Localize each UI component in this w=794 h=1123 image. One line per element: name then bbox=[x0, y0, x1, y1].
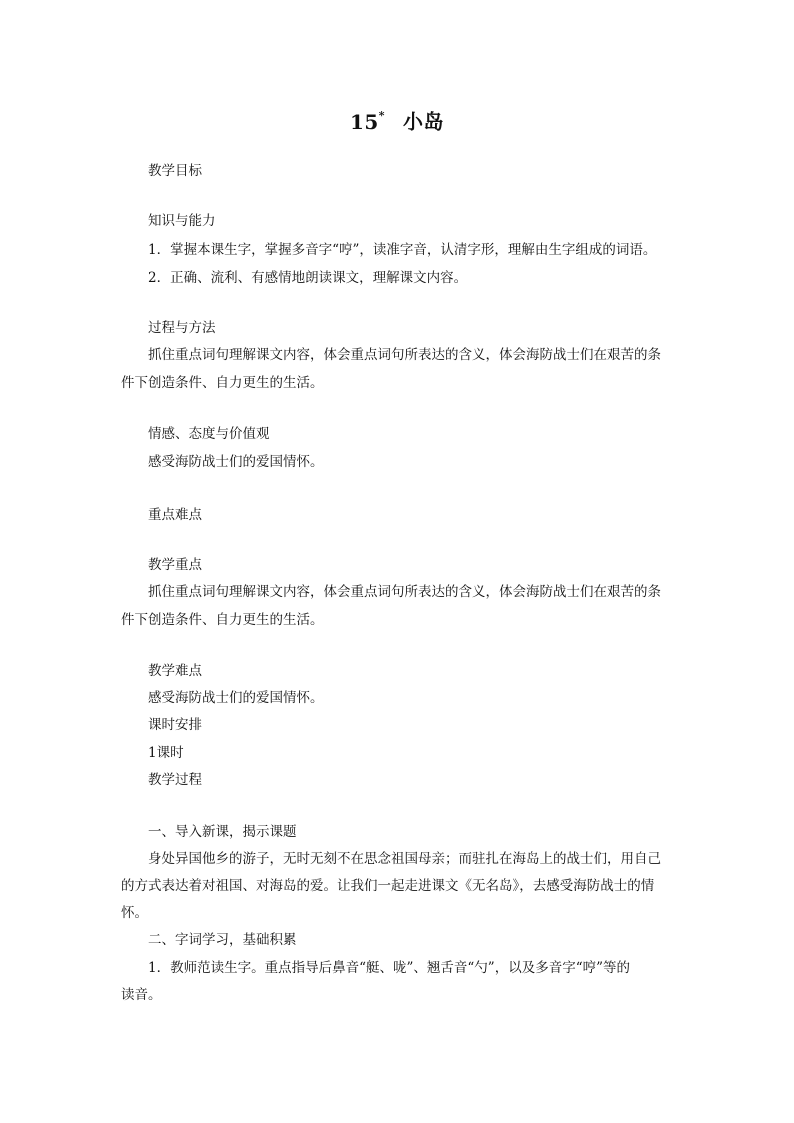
knowledge-heading: 知识与能力 bbox=[148, 213, 216, 229]
step-1-heading: 一、导入新课，揭示课题 bbox=[148, 824, 297, 840]
step-1-line-2: 的方式表达着对祖国、对海岛的爱。让我们一起走进课文《无名岛》，去感受海防战士的情 bbox=[121, 878, 655, 894]
knowledge-item-1: 1．掌握本课生字，掌握多音字“哼”，读准字音，认清字形，理解由生字组成的词语。 bbox=[148, 242, 657, 258]
teaching-difficulty-heading: 教学难点 bbox=[148, 663, 202, 679]
teaching-difficulty-item-1: 感受海防战士们的爱国情怀。 bbox=[148, 690, 324, 706]
knowledge-item-2: 2．正确、流利、有感情地朗读课文，理解课文内容。 bbox=[148, 270, 468, 286]
lesson-title-text: 小岛 bbox=[403, 109, 445, 134]
optional-lesson-mark: * bbox=[378, 109, 386, 122]
process-method-line-1: 抓住重点词句理解课文内容，体会重点词句所表达的含义，体会海防战士们在艰苦的条 bbox=[148, 347, 661, 363]
key-difficult-heading: 重点难点 bbox=[148, 507, 202, 523]
step-1-line-1: 身处异国他乡的游子，无时无刻不在思念祖国母亲；而驻扎在海岛上的战士们，用自己 bbox=[148, 851, 661, 867]
teaching-focus-line-2: 件下创造条件、自力更生的生活。 bbox=[121, 612, 324, 628]
process-method-heading: 过程与方法 bbox=[148, 320, 216, 336]
lesson-number: 15* bbox=[349, 109, 386, 134]
step-2-item-1-line-1: 1．教师范读生字。重点指导后鼻音“艇、咙”、翘舌音“勺”，以及多音字“哼”等的 bbox=[148, 960, 630, 976]
step-1-line-3: 怀。 bbox=[121, 905, 148, 921]
teaching-goals-heading: 教学目标 bbox=[148, 163, 202, 179]
emotion-item-1: 感受海防战士们的爱国情怀。 bbox=[148, 454, 324, 470]
step-2-item-1-line-2: 读音。 bbox=[121, 987, 162, 1003]
teaching-focus-line-1: 抓住重点词句理解课文内容，体会重点词句所表达的含义，体会海防战士们在艰苦的条 bbox=[148, 584, 661, 600]
teaching-process-heading: 教学过程 bbox=[148, 772, 202, 788]
process-method-line-2: 件下创造条件、自力更生的生活。 bbox=[121, 375, 324, 391]
emotion-heading: 情感、态度与价值观 bbox=[148, 426, 270, 442]
step-2-heading: 二、字词学习，基础积累 bbox=[148, 932, 297, 948]
teaching-focus-heading: 教学重点 bbox=[148, 557, 202, 573]
schedule-value: 1课时 bbox=[148, 745, 184, 761]
schedule-heading: 课时安排 bbox=[148, 717, 202, 733]
lesson-title bbox=[0, 104, 794, 136]
